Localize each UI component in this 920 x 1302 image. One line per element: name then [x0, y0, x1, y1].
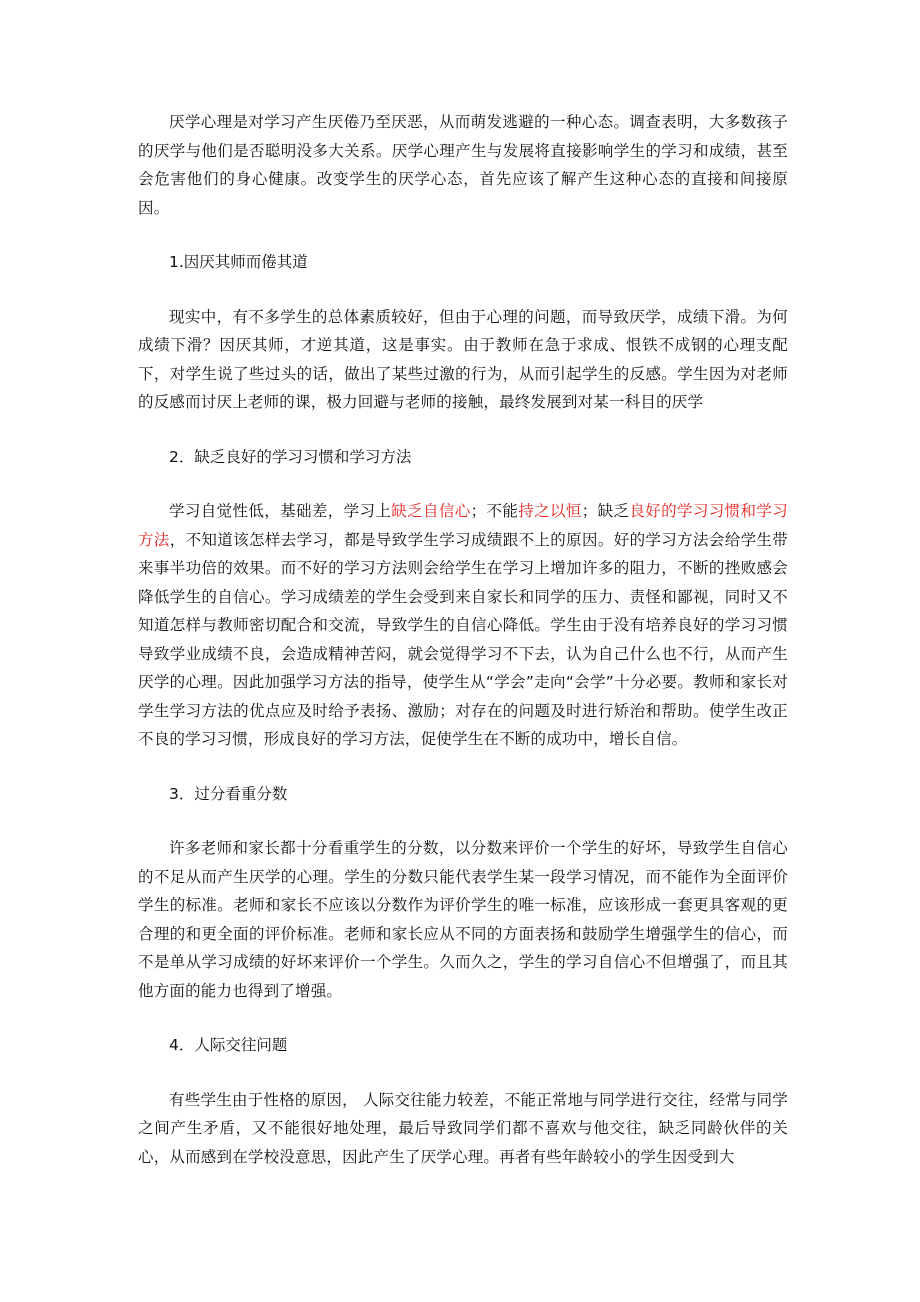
section-4-paragraph: 有些学生由于性格的原因， 人际交往能力较差，不能正常地与同学进行交往，经常与同学之间产生矛盾，又不能很好地处理，最后导致同学们都不喜欢与他交往，缺乏同龄伙伴的关心，从而感到在学校没意思，因此产生了厌学心理。再者有些年龄较小的学生因受到大 [138, 1090, 788, 1166]
section-2-text-mid1: ；不能 [470, 502, 519, 520]
section-1-paragraph: 现实中，有不多学生的总体素质较好，但由于心理的问题，而导致厌学，成绩下滑。为何成绩下滑？因厌其师，才逆其道，这是事实。由于教师在急于求成、恨铁不成钢的心理支配下，对学生说了些过头的话，做出了某些过激的行为，从而引起学生的反感。学生因为对老师的反感而讨厌上老师的课，极力回避与老师的接触，最终发展到对某一科目的厌学 [138, 307, 788, 411]
intro-paragraph: 厌学心理是对学习产生厌倦乃至厌恶，从而萌发逃避的一种心态。调查表明，大多数孩子的厌学与他们是否聪明没多大关系。厌学心理产生与发展将直接影响学生的学习和成绩，甚至会危害他们的身心健康。改变学生的厌学心态，首先应该了解产生这种心态的直接和间接原因。 [138, 113, 788, 217]
section-2-text-start: 学习自觉性低，基础差，学习上 [169, 502, 392, 520]
section-3-paragraph: 许多老师和家长都十分看重学生的分数，以分数来评价一个学生的好坏，导致学生自信心的不足从而产生厌学的心理。学生的分数只能代表学生某一段学习情况，而不能作为全面评价学生的标准。老师和家长不应该以分数作为评价学生的唯一标准，应该形成一套更具客观的更合理的和更全面的评价标准。老师和家长应从不同的方面表扬和鼓励学生增强学生的信心，而不是单从学习成绩的好坏来评价一个学生。久而久之，学生的学习自信心不但增强了，而且其他方面的能力也得到了增强。 [138, 839, 788, 1000]
section-2-text-mid2: ；缺乏 [581, 502, 630, 520]
section-4-heading: 4．人际交往问题 [169, 1036, 288, 1054]
highlight-perseverance: 持之以恒 [518, 502, 582, 520]
section-2-text-rest: ，不知道该怎样去学习，都是导致学生学习成绩跟不上的原因。好的学习方法会给学生带来事半功倍的效果。而不好的学习方法则会给学生在学习上增加许多的阻力，不断的挫败感会降低学生的自信心。学习成绩差的学生会受到来自家长和同学的压力、责怪和鄙视，同时又不知道怎样与教师密切配合和交流，导致学生的自信心降低。学生由于没有培养良好的学习习惯导致学业成绩不良，会造成精神苦闷，就会觉得学习不下去，认为自己什么也不行，从而产生厌学的心理。因此加强学习方法的指导，使学生从“学会”走向“会学”十分必要。教师和家长对学生学习方法的优点应及时给予表扬、激励；对存在的问题及时进行矫治和帮助。使学生改正不良的学习习惯，形成良好的学习方法，促使学生在不断的成功中，增长自信。 [138, 530, 788, 748]
section-1-heading: 1.因厌其师而倦其道 [169, 253, 308, 271]
section-2-paragraph [138, 497, 788, 754]
highlight-lack-confidence: 缺乏自信心 [391, 502, 471, 520]
section-3-heading: 3．过分看重分数 [169, 784, 288, 803]
section-2-heading: 2．缺乏良好的学习习惯和学习方法 [169, 447, 412, 466]
document-body [138, 108, 788, 1197]
highlight-good-habits: 良好的学习习惯和学习方法 [138, 502, 788, 549]
